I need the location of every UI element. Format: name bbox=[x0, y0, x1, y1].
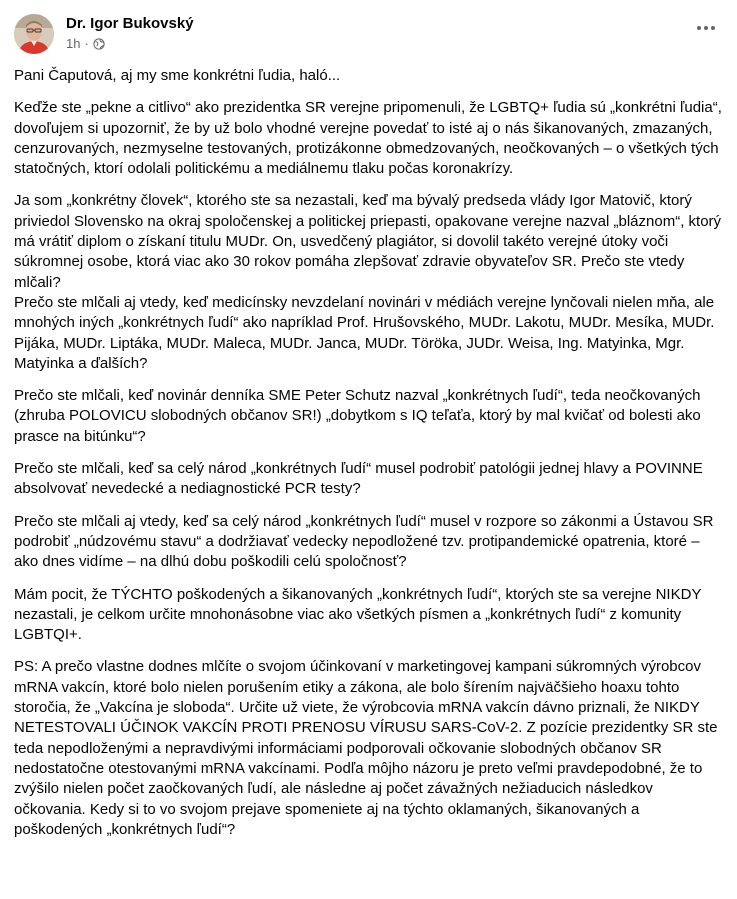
more-options-button[interactable] bbox=[692, 18, 720, 38]
author-name[interactable]: Dr. Igor Bukovský bbox=[66, 15, 194, 32]
post-time[interactable]: 1h bbox=[66, 36, 81, 51]
globe-icon bbox=[93, 38, 105, 50]
post-paragraph: Pani Čaputová, aj my sme konkrétni ľudia, haló... bbox=[14, 67, 341, 84]
post-paragraph: Keďže ste „pekne a citlivo“ ako prezidentka SR verejne pripomenuli, že LGBTQ+ ľudia sú „konkrétni ľudia“, dovoľujem si upozorniť, že by už bolo vhodné verejne povedať to isté aj o nás šikanovaných, zmazaných, cenzurovaných, nezmyselne testovaných, protizákonne obmedzovaných, neočkovaných – o všetkých tých statočných, ktorí odolali politickému a mediálnemu tlaku počas koronakrízy. bbox=[14, 99, 722, 178]
post-paragraph: Prečo ste mlčali aj vtedy, keď medicínsky nevzdelaní novinári v médiách verejne lynčovali nielen mňa, ale mnohých iných „konkrétnych ľudí“ ako napríklad Prof. Hrušovského, MUDr. Lakotu, MUDr. Mesíka, MUDr. Pijáka, MUDr. Liptáka, MUDr. Maleca, MUDr. Janca, MUDr. Töröka, JUDr. Weisa, Ing. Matyinka, Mgr. Matyinka a ďalších? bbox=[14, 293, 715, 372]
post-paragraph: Ja som „konkrétny človek“, ktorého ste sa nezastali, keď ma bývalý predseda vlády Igor Matovič, ktorý priviedol Slovensko na okraj spoločenskej a politickej priepasti, opakovane verejne nazval „bláznom“, ktorý má vrátiť diplom o získaní titulu MUDr. On, usvedčený plagiátor, si dovolil takéto verejné útoky voči súkromnej osobe, ktorá viac ako 30 rokov pomáha zlepšovať zdravie obyvateľov SR. Prečo ste vtedy mlčali? bbox=[14, 192, 722, 291]
post-paragraph: Mám pocit, že TÝCHTO poškodených a šikanovaných „konkrétnych ľudí“, ktorých ste sa verejne NIKDY nezastali, je celkom určite mnohonásobne viac ako všetkých písmen a „konkrétnych ľudí“ z komunity LGBTQI+. bbox=[14, 585, 702, 644]
avatar[interactable] bbox=[14, 14, 54, 54]
post-body bbox=[14, 66, 726, 852]
more-options-icon bbox=[697, 26, 701, 30]
post-paragraph: Prečo ste mlčali, keď novinár denníka SME Peter Schutz nazval „konkrétnych ľudí“, teda neočkovaných (zhruba POLOVICU slobodných občanov SR!) „dobytkom s IQ teľaťa, ktorý by mal kvičať od bolesti ako prasce na bitúnku“? bbox=[14, 387, 701, 445]
post-paragraph: Prečo ste mlčali, keď sa celý národ „konkrétnych ľudí“ musel podrobiť patológii jednej hlavy a POVINNE absolvovať nevedecké a nediagnostické PCR testy? bbox=[14, 460, 703, 498]
post-meta bbox=[66, 36, 105, 51]
post-paragraph: PS: A prečo vlastne dodnes mlčíte o svojom účinkovaní v marketingovej kampani súkromných výrobcov mRNA vakcín, ktoré bolo nielen porušením etiky a zákona, ale bolo šírením najväčšieho hoaxu tohto storočia, že „Vakcína je sloboda“. Určite už viete, že výrobcovia mRNA vakcín dávno priznali, že NIKDY NETESTOVALI ÚČINOK VAKCÍN PROTI PRENOSU VÍRUSU SARS-CoV-2. Z pozície prezidentky SR ste teda nepodloženými a nepravdivými informáciami podporovali očkovanie slobodných občanov SR nedostatočne otestovanými mRNA vakcínami. Podľa môjho názoru je preto veľmi pravdepodobné, že to zvýšilo nielen počet zaočkovaných ľudí, ale následne aj počet závažných nežiaducich následkov očkovania. Kedy si to vo svojom prejave spomeniete aj na týchto oklamaných, šikanovaných a poškodených „konkrétnych ľudí“? bbox=[14, 658, 718, 838]
post-paragraph: Prečo ste mlčali aj vtedy, keď sa celý národ „konkrétnych ľudí“ musel v rozpore so zákonmi a Ústavou SR podrobiť „núdzovému stavu“ a dodržiavať vedecky nepodložené tzv. protipandemické opatrenia, ktoré – ako dnes vidíme – na dlhú dobu poškodili celú spoločnosť? bbox=[14, 512, 714, 571]
meta-separator: · bbox=[84, 36, 89, 51]
avatar-photo-icon bbox=[14, 14, 54, 54]
post-header bbox=[14, 14, 724, 58]
